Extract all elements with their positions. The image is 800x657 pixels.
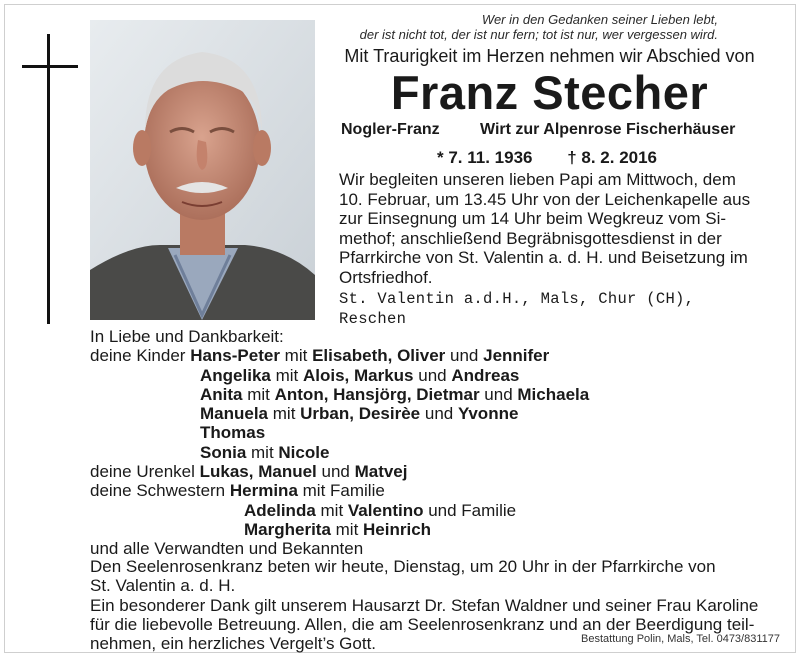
family-name-last: Jennifer	[483, 346, 550, 366]
mit-text: mit	[270, 365, 303, 385]
family-names: Elisabeth, Oliver	[312, 346, 446, 366]
family-names: Anton, Hansjörg, Dietmar	[274, 384, 480, 404]
life-dates	[437, 148, 657, 168]
mit-text: mit	[268, 404, 301, 424]
funeral-line: Pfarrkirche von St. Valentin a. d. H. und Beisetzung im	[339, 248, 748, 267]
funeral-line: 10. Februar, um 13.45 Uhr von der Leichenkapelle aus	[339, 189, 751, 209]
und-text: und	[420, 404, 458, 424]
kid-name: Sonia	[200, 442, 247, 462]
kid-name: Hans-Peter	[190, 346, 280, 366]
kid-row	[90, 385, 790, 404]
family-text: und Familie	[423, 500, 517, 520]
sister-row	[90, 501, 790, 520]
kid-row	[90, 443, 790, 462]
motto-line-2: der ist nicht tot, der ist nur fern; tot ist nur, wer vergessen wird.	[359, 27, 718, 42]
grandkid-names: Lukas, Manuel	[199, 462, 317, 482]
und-text: und	[445, 346, 484, 366]
mourners-list	[90, 327, 790, 559]
cross-icon	[47, 34, 50, 324]
partner-name: Heinrich	[363, 519, 432, 539]
funeral-line: methof; anschließend Begräbnisgottesdienst in der	[339, 228, 722, 248]
mit-text: mit	[246, 442, 279, 462]
epithets	[341, 121, 781, 139]
grandkid-name-last: Matvej	[354, 462, 408, 482]
nickname: Nogler-Franz	[341, 121, 440, 138]
funeral-line: Wir begleiten unseren lieben Papi am Mittwoch, dem	[339, 170, 736, 189]
occupation: Wirt zur Alpenrose Fischerhäuser	[480, 121, 736, 138]
mit-text: mit	[242, 384, 275, 404]
family-name-last: Yvonne	[457, 404, 519, 424]
grandkids-prefix: deine Urenkel	[90, 462, 200, 482]
und-text: und	[479, 384, 518, 404]
places	[339, 290, 694, 329]
footer-line: für die liebevolle Betreuung. Allen, die am Seelenrosenkranz und an der Beerdigung teil-	[90, 614, 755, 634]
birth-date: * 7. 11. 1936	[437, 148, 533, 167]
funeral-line: Ortsfriedhof.	[339, 267, 433, 287]
deceased-name: Franz Stecher	[390, 66, 709, 119]
family-name-last: Andreas	[451, 365, 520, 385]
mit-text: mit	[279, 346, 313, 366]
funeral-details	[339, 170, 781, 287]
kids-prefix: deine Kinder	[90, 346, 191, 366]
sister-name: Adelinda	[244, 500, 316, 520]
undertaker-credit: Bestattung Polin, Mals, Tel. 0473/831177	[581, 633, 780, 645]
sisters-prefix: deine Schwestern	[90, 481, 230, 501]
motto-line-1: Wer in den Gedanken seiner Lieben lebt,	[481, 12, 718, 27]
und-text: und	[316, 462, 355, 482]
sister-row	[90, 481, 790, 500]
family-text: mit Familie	[297, 481, 385, 501]
places-line: Reschen	[339, 309, 407, 328]
kid-name: Thomas	[200, 423, 266, 443]
places-line: St. Valentin a.d.H., Mals, Chur (CH),	[339, 290, 695, 308]
footer-line: Den Seelenrosenkranz beten wir heute, Dienstag, um 20 Uhr in der Pfarrkirche von	[90, 557, 716, 576]
mit-text: mit	[315, 500, 348, 520]
footer-line: Ein besonderer Dank gilt unserem Hausarzt Dr. Stefan Waldner und seiner Frau Karoline	[90, 595, 759, 615]
kid-row	[90, 346, 790, 365]
kid-row	[90, 423, 790, 442]
footer-line: St. Valentin a. d. H.	[90, 576, 236, 596]
portrait-photo	[90, 20, 315, 320]
footer-line: nehmen, ein herzliches Vergelt’s Gott.	[90, 634, 377, 654]
family-names: Urban, Desirèe	[300, 404, 421, 424]
partner-name: Valentino	[347, 500, 424, 520]
mourners-closing: und alle Verwandten und Bekannten	[90, 539, 364, 559]
death-date: † 8. 2. 2016	[567, 148, 658, 167]
kid-row	[90, 366, 790, 385]
funeral-line: zur Einsegnung um 14 Uhr beim Wegkreuz vom Si-	[339, 209, 727, 228]
sister-name: Hermina	[229, 481, 298, 501]
intro-line: Mit Traurigkeit im Herzen nehmen wir Abschied von	[344, 46, 755, 66]
family-names: Alois, Markus	[302, 365, 414, 385]
und-text: und	[413, 365, 452, 385]
family-names: Nicole	[278, 442, 330, 462]
portrait-image	[90, 20, 315, 320]
mit-text: mit	[330, 519, 364, 539]
cross-icon-bar	[22, 65, 78, 68]
kid-name: Anita	[200, 384, 243, 404]
kid-name: Angelika	[200, 365, 271, 385]
grandkids-row	[90, 462, 790, 481]
kid-row	[90, 404, 790, 423]
kid-name: Manuela	[200, 404, 269, 424]
mourners-opening: In Liebe und Dankbarkeit:	[90, 327, 284, 346]
sister-row	[90, 520, 790, 539]
family-name-last: Michaela	[517, 384, 590, 404]
sister-name: Margherita	[244, 519, 331, 539]
